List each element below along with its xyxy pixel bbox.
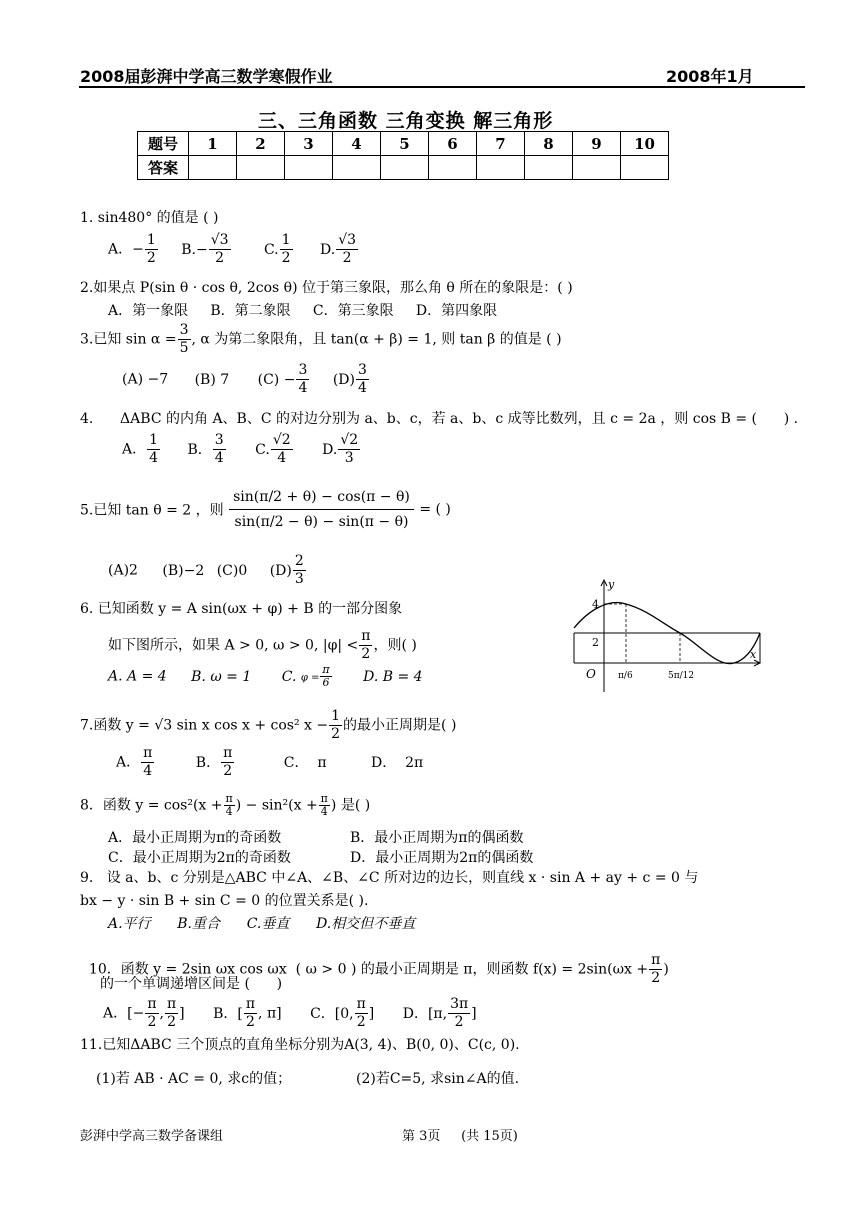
option-b: B. ω = 1 bbox=[191, 668, 252, 685]
fraction: $\frac{\pi}{2}$ bbox=[651, 952, 661, 986]
fraction: $\frac{\pi}{4}$ bbox=[225, 792, 233, 818]
question-6-stem: 6. 已知函数 y = A sin(ωx + φ) + B 的一部分图象 bbox=[80, 601, 403, 617]
header-rule bbox=[79, 86, 805, 88]
option-b: B． bbox=[195, 754, 221, 771]
table-cell: 5 bbox=[381, 132, 429, 156]
question-5-options bbox=[108, 553, 307, 588]
option-d: (D) bbox=[332, 371, 355, 388]
fraction: $\frac{\sin(\pi/2 + \theta) - \cos(\pi - \theta)}{\sin(\pi/2 - \theta) - \sin(\pi - \theta)}$ bbox=[229, 485, 414, 534]
option-a: A． bbox=[116, 754, 141, 771]
fraction: $\frac{\pi}{2}$ bbox=[223, 745, 233, 779]
table-cell: 2 bbox=[237, 132, 285, 156]
question-10-options: A．[− $\frac{\pi}{2}$ , $\frac{\pi}{2}$ ] B．[ $\frac{\pi}{2}$ , π] C．[0, $\frac{\pi}{2}$ ] D．[π, $\frac{3\pi}{2}$ ] bbox=[103, 996, 477, 1030]
x-axis-label: x bbox=[750, 648, 757, 661]
option-b: (B)−2 bbox=[162, 562, 205, 579]
question-9-stem: 9. 设 a、b、c 分别是△ABC 中∠A、∠B、∠C 所对边的边长，则直线 x · sin A + ay + c = 0 与 bbox=[80, 870, 699, 886]
table-cell: 6 bbox=[429, 132, 477, 156]
page-number: 第 3页 (共 15页) bbox=[402, 1129, 518, 1144]
question-4-options bbox=[122, 432, 361, 467]
table-cell: 8 bbox=[525, 132, 573, 156]
answer-cell[interactable] bbox=[285, 156, 333, 180]
question-9-stem-cont: bx − y · sin B + sin C = 0 的位置关系是( ). bbox=[80, 893, 369, 909]
sine-graph bbox=[568, 576, 768, 696]
fraction: $\frac{\pi}{2}$ bbox=[356, 996, 366, 1030]
fraction: $\frac{3\pi}{2}$ bbox=[450, 996, 469, 1030]
table-cell: 4 bbox=[333, 132, 381, 156]
fraction: $\frac{\pi}{6}$ bbox=[322, 663, 330, 689]
tick-y-2: 2 bbox=[592, 636, 599, 649]
question-2-stem: 2.如果点 P(sin θ · cos θ, 2cos θ) 位于第三象限，那么角 θ 所在的象限是：( ) bbox=[80, 280, 573, 296]
fraction: $\frac{√3}{2}$ bbox=[338, 232, 357, 266]
fraction: $\frac{\pi}{4}$ bbox=[320, 792, 328, 818]
option-d: D．最小正周期为2π的偶函数 bbox=[350, 850, 534, 866]
table-cell: 题号 bbox=[138, 132, 189, 156]
question-11-part2: (2)若C=5, 求sin∠A的值. bbox=[356, 1071, 520, 1087]
option-b: (B) 7 bbox=[194, 371, 230, 388]
header-title: 2008届彭湃中学高三数学寒假作业 bbox=[80, 67, 333, 86]
question-6-options: A. A = 4 B. ω = 1 C. φ = $\frac{\pi}{6}$ D. B = 4 bbox=[108, 663, 423, 689]
answer-cell[interactable] bbox=[237, 156, 285, 180]
option-c: C. bbox=[263, 241, 279, 258]
option-b: B.− bbox=[181, 241, 208, 258]
fraction: $\frac{2}{3}$ bbox=[294, 553, 304, 587]
table-row bbox=[138, 156, 669, 180]
table-cell: 7 bbox=[477, 132, 525, 156]
answer-cell[interactable] bbox=[429, 156, 477, 180]
option-d: (D) bbox=[269, 562, 292, 579]
fraction: $\frac{1}{2}$ bbox=[281, 232, 291, 266]
fraction: $\frac{1}{2}$ bbox=[331, 708, 341, 742]
fraction: $\frac{1}{4}$ bbox=[149, 432, 159, 466]
option-a: A．− bbox=[108, 241, 144, 258]
option-b: B．最小正周期为π的偶函数 bbox=[350, 830, 524, 846]
answer-cell[interactable] bbox=[189, 156, 237, 180]
fraction: $\frac{3}{4}$ bbox=[298, 362, 308, 396]
answer-cell[interactable] bbox=[573, 156, 621, 180]
question-3-options bbox=[122, 362, 370, 397]
option-d: D. bbox=[320, 241, 336, 258]
question-3-stem: 3.已知 sin α = $\frac{3}{5}$ , α 为第二象限角，且 tan(α + β) = 1, 则 tan β 的值是 ( ) bbox=[80, 322, 562, 356]
table-row bbox=[138, 132, 669, 156]
answer-cell[interactable] bbox=[333, 156, 381, 180]
tick-x-5pi-12: 5π/12 bbox=[668, 671, 695, 681]
question-11-part1: (1)若 AB · AC = 0, 求c的值； bbox=[96, 1071, 292, 1087]
question-7-stem: 7.函数 y = √3 sin x cos x + cos² x − $\frac{1}{2}$ 的最小正周期是( ) bbox=[80, 708, 457, 742]
option-b: B． bbox=[187, 441, 212, 458]
fraction: $\frac{3}{5}$ bbox=[179, 322, 189, 356]
option-b: B．[ bbox=[213, 1005, 243, 1022]
option-a: (A)2 bbox=[108, 562, 138, 579]
option-a: A． bbox=[122, 441, 147, 458]
fraction: $\frac{\pi}{2}$ bbox=[147, 996, 157, 1030]
footer-left: 彭湃中学高三数学备课组 bbox=[80, 1129, 224, 1144]
y-axis-label: y bbox=[608, 578, 615, 591]
fraction: $\frac{√3}{2}$ bbox=[210, 232, 229, 266]
tick-y-4: 4 bbox=[592, 598, 599, 611]
option-d: D．[π, bbox=[402, 1005, 448, 1022]
table-cell: 3 bbox=[285, 132, 333, 156]
table-cell: 10 bbox=[621, 132, 669, 156]
option-c: C. bbox=[255, 441, 270, 458]
option-d: D. B = 4 bbox=[363, 668, 423, 685]
fraction: $\frac{3}{4}$ bbox=[357, 362, 367, 396]
question-1-stem: 1. sin480° 的值是 ( ) bbox=[80, 210, 219, 226]
question-5-stem: 5.已知 tan θ = 2 ，则 $\frac{\sin(\pi/2 + \theta) - \cos(\pi - \theta)}{\sin(\pi/2 - \theta) - \sin(\pi - \theta)}$ = ( ) bbox=[80, 485, 451, 534]
option-a: A．[− bbox=[103, 1005, 145, 1022]
fraction: $\frac{\pi}{2}$ bbox=[166, 996, 177, 1030]
question-2-options: A．第一象限 B．第二象限 C．第三象限 D．第四象限 bbox=[108, 303, 498, 319]
table-cell: 1 bbox=[189, 132, 237, 156]
question-9-options: A.平行 B.重合 C.垂直 D.相交但不垂直 bbox=[108, 916, 416, 932]
option-a: A．最小正周期为π的奇函数 bbox=[108, 830, 282, 846]
answer-cell[interactable] bbox=[525, 156, 573, 180]
answer-cell[interactable] bbox=[621, 156, 669, 180]
fraction: $\frac{3}{4}$ bbox=[214, 432, 224, 466]
option-c: C. bbox=[281, 668, 297, 685]
fraction: $\frac{√2}{3}$ bbox=[340, 432, 359, 466]
answer-cell[interactable] bbox=[477, 156, 525, 180]
table-cell: 答案 bbox=[138, 156, 189, 180]
answer-table bbox=[137, 131, 669, 180]
question-7-options bbox=[116, 745, 423, 780]
option-c: C．[0, bbox=[310, 1005, 354, 1022]
question-4-stem: 4. ΔABC 的内角 A、B、C 的对边分别为 a、b、c，若 a、b、c 成等比数列，且 c = 2a ，则 cos B = ( ) . bbox=[80, 411, 799, 427]
question-11-stem: 11.已知ΔABC 三个顶点的直角坐标分别为A(3, 4)、B(0, 0)、C(c, 0). bbox=[80, 1037, 520, 1053]
table-cell: 9 bbox=[573, 132, 621, 156]
answer-cell[interactable] bbox=[381, 156, 429, 180]
fraction: $\frac{\pi}{2}$ bbox=[245, 996, 256, 1030]
option-d: D． 2π bbox=[371, 754, 424, 771]
header-date: 2008年1月 bbox=[666, 67, 754, 86]
question-6-condition: 如下图所示，如果 A > 0, ω > 0, |φ| < $\frac{\pi}{2}$ ，则( ) bbox=[108, 628, 417, 662]
option-c: (C)0 bbox=[216, 562, 248, 579]
tick-x-pi-6: π/6 bbox=[618, 671, 633, 681]
option-c: C．最小正周期为2π的奇函数 bbox=[108, 850, 291, 866]
origin-label: O bbox=[586, 667, 596, 681]
question-1-options bbox=[108, 232, 359, 267]
question-10-stem: 10．函数 y = 2sin ωx cos ωx ( ω > 0 ) 的最小正周期是 π，则函数 f(x) = 2sin(ωx + $\frac{\pi}{2}$ ) bbox=[88, 952, 669, 986]
option-c: (C) − bbox=[257, 371, 296, 388]
option-c: C． π bbox=[283, 754, 327, 771]
option-a: (A) −7 bbox=[122, 371, 169, 388]
page-title: 三、三角函数 三角变换 解三角形 bbox=[258, 110, 554, 132]
fraction: $\frac{\pi}{2}$ bbox=[361, 628, 371, 662]
question-8-stem: 8．函数 y = cos²(x + $\frac{\pi}{4}$ ) − sin²(x + $\frac{\pi}{4}$ ) 是( ) bbox=[80, 792, 371, 818]
fraction: $\frac{\pi}{4}$ bbox=[143, 745, 153, 779]
question-10-stem-cont: 的一个单调递增区间是 ( ) bbox=[100, 976, 283, 992]
option-a: A. A = 4 bbox=[108, 668, 167, 685]
option-d: D. bbox=[322, 441, 338, 458]
fraction: $\frac{1}{2}$ bbox=[146, 232, 156, 266]
fraction: $\frac{√2}{4}$ bbox=[272, 432, 291, 466]
